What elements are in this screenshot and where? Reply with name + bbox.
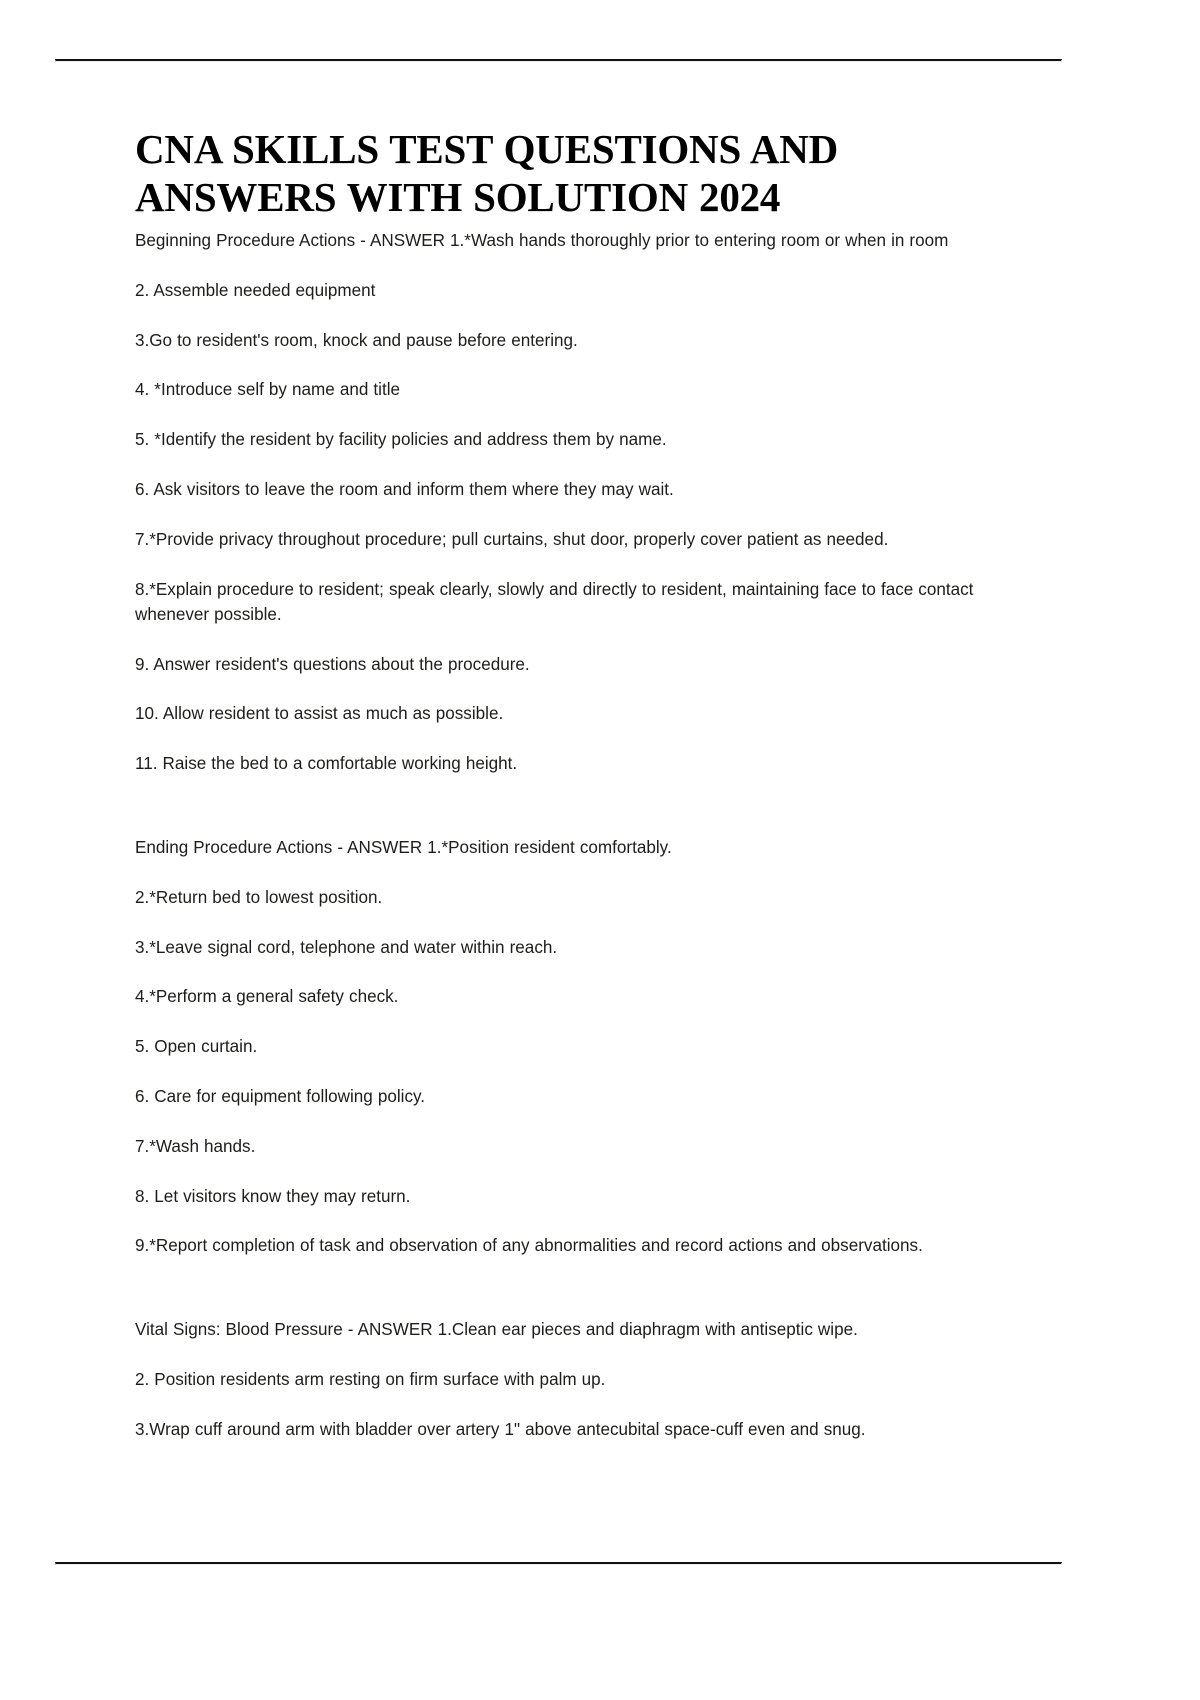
list-item: 4. *Introduce self by name and title	[135, 380, 401, 400]
section-heading-line: Beginning Procedure Actions - ANSWER 1.*Wash hands thoroughly prior to entering room or when in room	[135, 230, 949, 250]
list-item: 2.*Return bed to lowest position.	[135, 887, 383, 907]
list-item: 3.*Leave signal cord, telephone and water within reach.	[135, 937, 558, 957]
list-item: 10. Allow resident to assist as much as possible.	[135, 704, 504, 724]
list-item: 8. Let visitors know they may return.	[135, 1186, 411, 1206]
list-item: 4.*Perform a general safety check.	[135, 987, 399, 1007]
list-item: 7.*Wash hands.	[135, 1136, 256, 1156]
list-item: 9. Answer resident's questions about the procedure.	[135, 654, 530, 674]
list-item: 9.*Report completion of task and observation of any abnormalities and record actions and observations.	[135, 1236, 923, 1256]
header-divider	[55, 59, 1062, 62]
list-item: 2. Position residents arm resting on firm surface with palm up.	[135, 1369, 606, 1389]
section-spacer	[135, 1283, 1007, 1317]
list-item: 3.Go to resident's room, knock and pause before entering.	[135, 330, 578, 350]
list-item: 11. Raise the bed to a comfortable working height.	[135, 754, 518, 774]
list-item: 6. Ask visitors to leave the room and inform them where they may wait.	[135, 479, 674, 499]
page-title: CNA SKILLS TEST QUESTIONS AND ANSWERS WITH SOLUTION 2024	[135, 126, 839, 220]
section-spacer	[135, 801, 1007, 835]
section-heading-line: Vital Signs: Blood Pressure - ANSWER 1.Clean ear pieces and diaphragm with antiseptic wipe.	[135, 1320, 858, 1340]
list-item: 2. Assemble needed equipment	[135, 280, 376, 300]
list-item: 5. Open curtain.	[135, 1037, 258, 1057]
section-heading-line: Ending Procedure Actions - ANSWER 1.*Position resident comfortably.	[135, 838, 672, 857]
list-item: 8.*Explain procedure to resident; speak clearly, slowly and directly to resident, maintaining face to face contact whenever possible.	[135, 579, 974, 624]
list-item: 5. *Identify the resident by facility policies and address them by name.	[135, 430, 667, 450]
footer-divider	[55, 1562, 1062, 1565]
list-item: 7.*Provide privacy throughout procedure; pull curtains, shut door, properly cover patient as needed.	[135, 529, 889, 549]
list-item: 3.Wrap cuff around arm with bladder over artery 1" above antecubital space-cuff even and snug.	[135, 1419, 866, 1439]
list-item: 6. Care for equipment following policy.	[135, 1086, 426, 1106]
document-body	[135, 126, 1007, 1442]
